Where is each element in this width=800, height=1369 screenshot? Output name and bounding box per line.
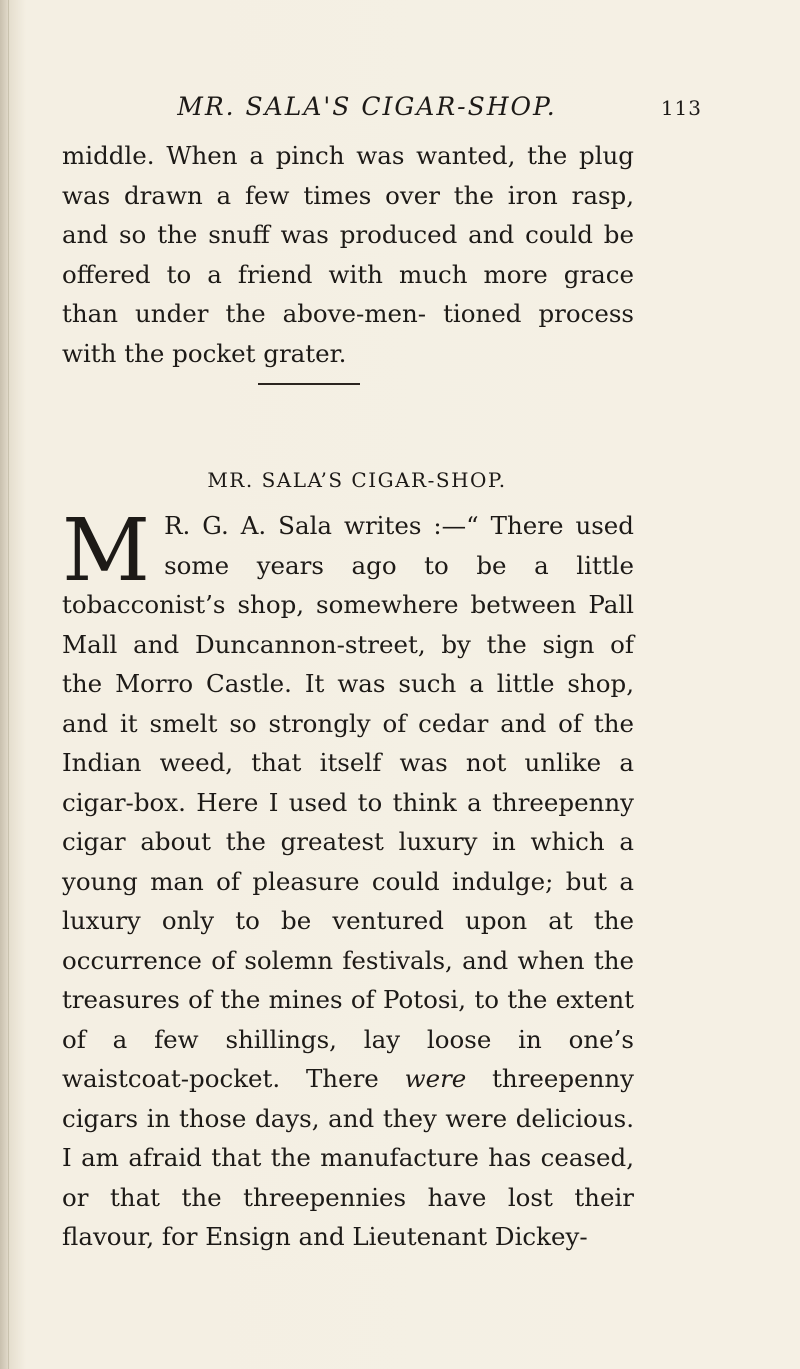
- section-divider-rule: [258, 383, 360, 385]
- paragraph-2: [62, 501, 634, 1257]
- drop-cap: M: [62, 501, 151, 601]
- section-heading: MR. SALA’S CIGAR-SHOP.: [207, 468, 507, 492]
- page-edge-shadow: [8, 0, 9, 1369]
- italic-word: were: [404, 1064, 467, 1093]
- page-header: [62, 92, 702, 132]
- paragraph-2-text-start: R. G. A. Sala writes :—“ There used some years ago to be a little tobacconist’s shop, somewhere between Pall Mall and Duncannon-street, by the sign of the Morro Castle. It was such a little shop, and it smelt so strongly of cedar and of the Indian weed, that itself was not unlike a cigar-box. Here I used to think a threepenny cigar about the greatest luxury in which a young man of pleasure could indulge; but a luxury only to be ventured upon at the occurrence of solemn festivals, and when the treasures of the mines of Potosi, to the extent of a few shillings, lay loose in one’s waistcoat-pocket. There: [62, 511, 634, 1093]
- running-title: MR. SALA'S CIGAR-SHOP.: [177, 92, 557, 121]
- paragraph-1: middle. When a pinch was wanted, the plug was drawn a few times over the iron rasp, and so the snuff was produced and could be offered to a friend with much more grace than under the above-men- tioned process with the pocket grater.: [62, 141, 634, 368]
- paragraph-2-text-end: threepenny cigars in those days, and they were delicious. I am afraid that the manufacture has ceased, or that the threepennies have lost their flavour, for Ensign and Lieutenant Dickey-: [62, 1064, 634, 1251]
- page-number: 113: [660, 96, 702, 120]
